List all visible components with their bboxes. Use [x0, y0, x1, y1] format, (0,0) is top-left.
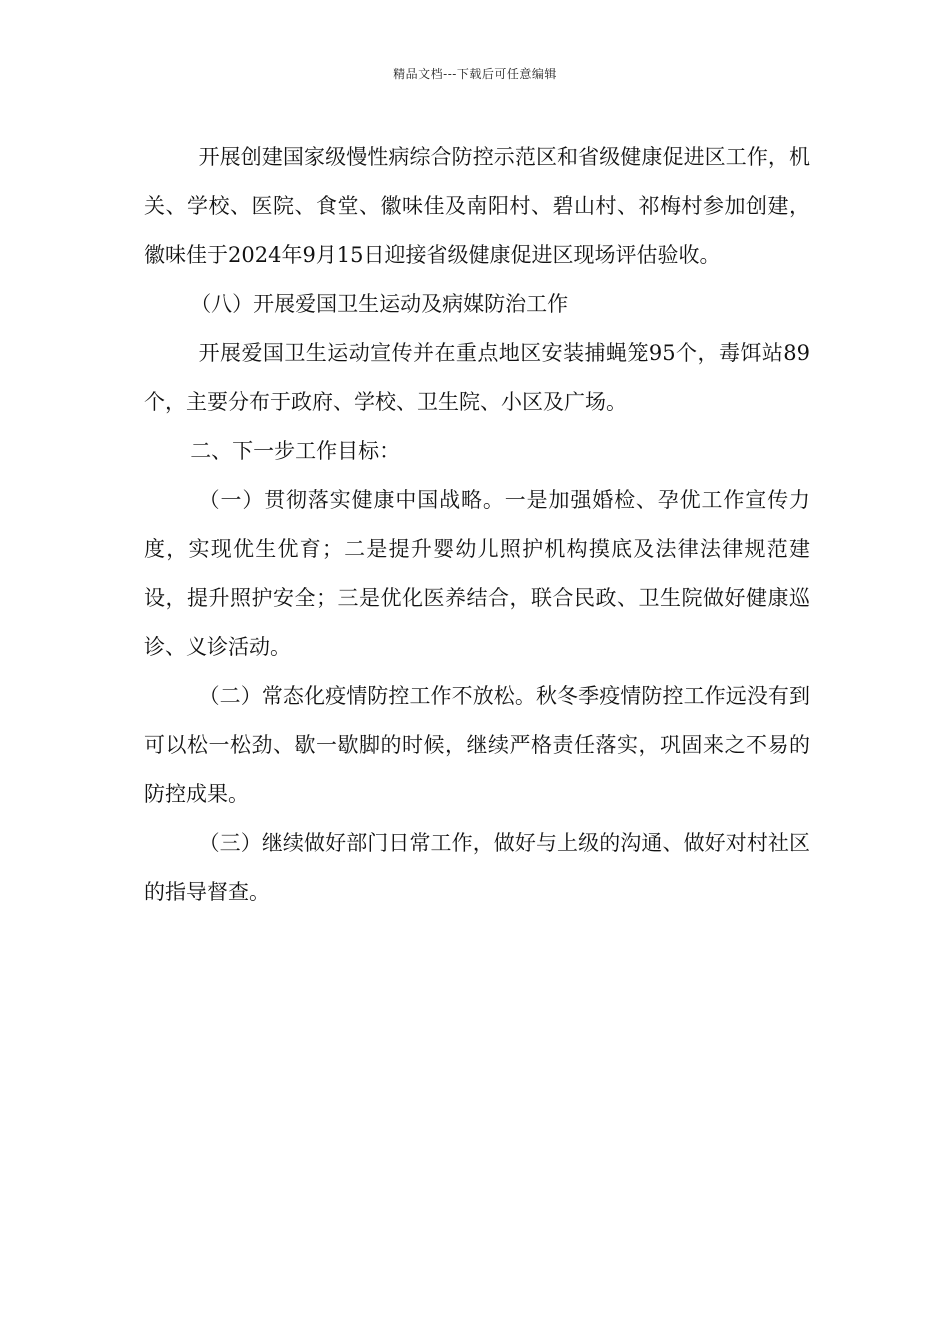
section-heading-patriotic-hygiene: （八）开展爱国卫生运动及病媒防治工作	[190, 292, 569, 316]
paragraph-goal-two: （二）常态化疫情防控工作不放松。秋冬季疫情防控工作远没有到可以松一松劲、歇一歇脚的时候，继续严格责任落实，巩固来之不易的防控成果。	[144, 684, 810, 806]
page-header: 精品文档---下载后可任意编辑	[393, 67, 557, 81]
paragraph-goal-three: （三）继续做好部门日常工作，做好与上级的沟通、做好对村社区的指导督查。	[144, 831, 810, 904]
paragraph-goal-one: （一）贯彻落实健康中国战略。一是加强婚检、孕优工作宣传力度，实现优生优育；二是提升婴幼儿照护机构摸底及法律法律规范建设，提升照护安全；三是优化医养结合，联合民政、卫生院做好健康巡诊、义诊活动。	[144, 488, 810, 659]
paragraph-patriotic-hygiene: 开展爱国卫生运动宣传并在重点地区安装捕蝇笼95个，毒饵站89个，主要分布于政府、学校、卫生院、小区及广场。	[144, 341, 810, 414]
section-heading-next-goals: 二、下一步工作目标：	[190, 439, 401, 463]
paragraph-health-promotion: 开展创建国家级慢性病综合防控示范区和省级健康促进区工作，机关、学校、医院、食堂、徽味佳及南阳村、碧山村、祁梅村参加创建，徽味佳于2024年9月15日迎接省级健康促进区现场评估验收。	[144, 145, 810, 267]
document-body	[144, 133, 810, 917]
